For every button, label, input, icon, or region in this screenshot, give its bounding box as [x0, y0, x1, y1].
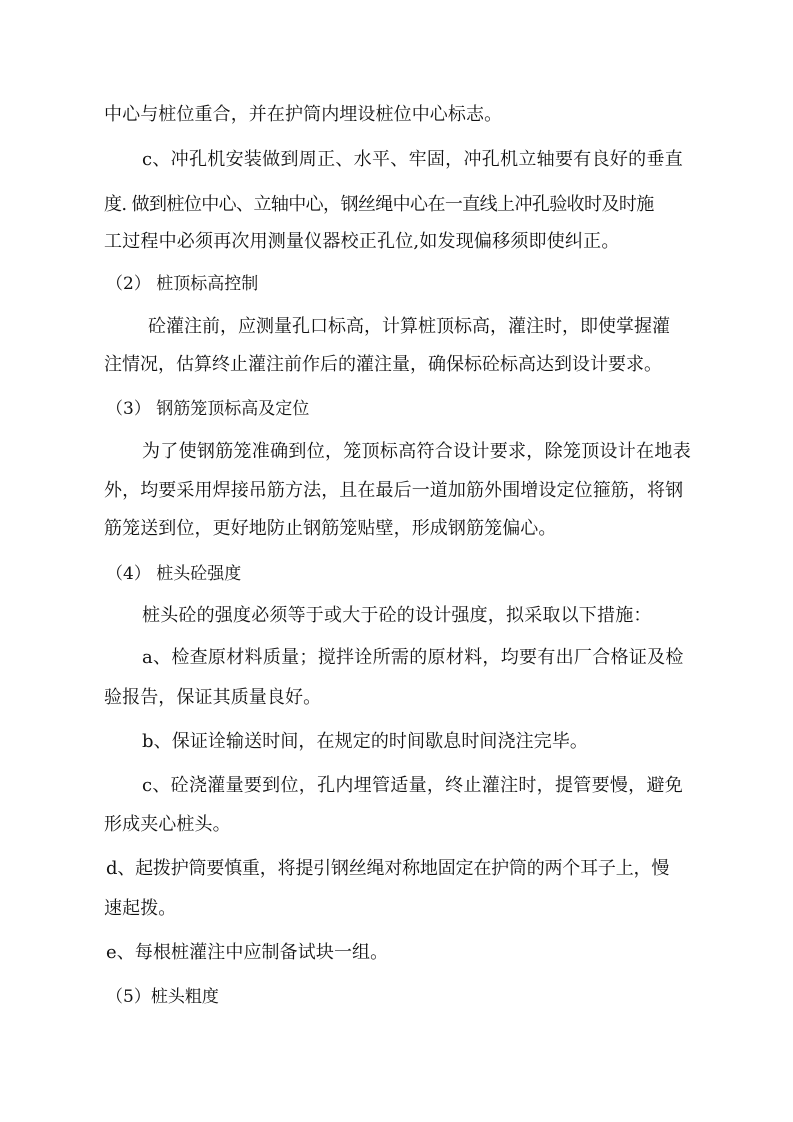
- text-line: 为了使钢筋笼准确到位，笼顶标高符合设计要求，除笼顶设计在地表: [142, 441, 691, 462]
- text-line: 中心与桩位重合，并在护筒内埋设桩位中心标志。: [104, 104, 503, 125]
- text-line: 注情况，估算终止灌注前作后的灌注量，确保标砼标高达到设计要求。: [104, 354, 662, 375]
- text-line: e、每根桩灌注中应制备试块一组。: [106, 942, 389, 963]
- section-heading: （3） 钢筋笼顶标高及定位: [106, 399, 310, 419]
- text-line: c、砼浇灌量要到位，孔内埋管适量，终止灌注时，提管要慢，避免: [142, 775, 684, 796]
- text-line: 形成夹心桩头。: [104, 814, 231, 835]
- section-heading: （5）桩头粗度: [106, 987, 219, 1007]
- section-heading: （2） 桩顶标高控制: [106, 274, 259, 294]
- text-line: 筋笼送到位，更好地防止钢筋笼贴壁，形成钢筋笼偏心。: [104, 518, 557, 539]
- text-line: 验报告，保证其质量良好。: [104, 687, 322, 708]
- text-line: b、保证诠输送时间，在规定的时间歇息时间浇注完毕。: [142, 731, 589, 752]
- text-line: 度. 做到桩位中心、立轴中心，钢丝绳中心在一直线上冲孔验收时及时施: [104, 194, 654, 215]
- text-line: d、起拨护筒要慎重，将提引钢丝绳对称地固定在护筒的两个耳子上，慢: [106, 858, 670, 879]
- text-line: 桩头砼的强度必须等于或大于砼的设计强度，拟采取以下措施：: [142, 605, 652, 626]
- text-line: 外，均要采用焊接吊筋方法，且在最后一道加筋外围增设定位箍筋，将钢: [104, 480, 684, 501]
- section-heading: （4） 桩头砼强度: [106, 564, 242, 584]
- text-line: 速起拨。: [104, 898, 177, 919]
- text-line: 砼灌注前，应测量孔口标高，计算桩顶标高，灌注时，即使掌握灌: [148, 316, 670, 337]
- text-line: 工过程中必须再次用测量仪器校正孔位,如发现偏移须即使纠正。: [104, 231, 620, 252]
- text-line: a、检查原材料质量；搅拌诠所需的原材料，均要有出厂合格证及检: [142, 647, 684, 668]
- text-line: c、冲孔机安装做到周正、水平、牢固，冲孔机立轴要有良好的垂直: [142, 149, 684, 170]
